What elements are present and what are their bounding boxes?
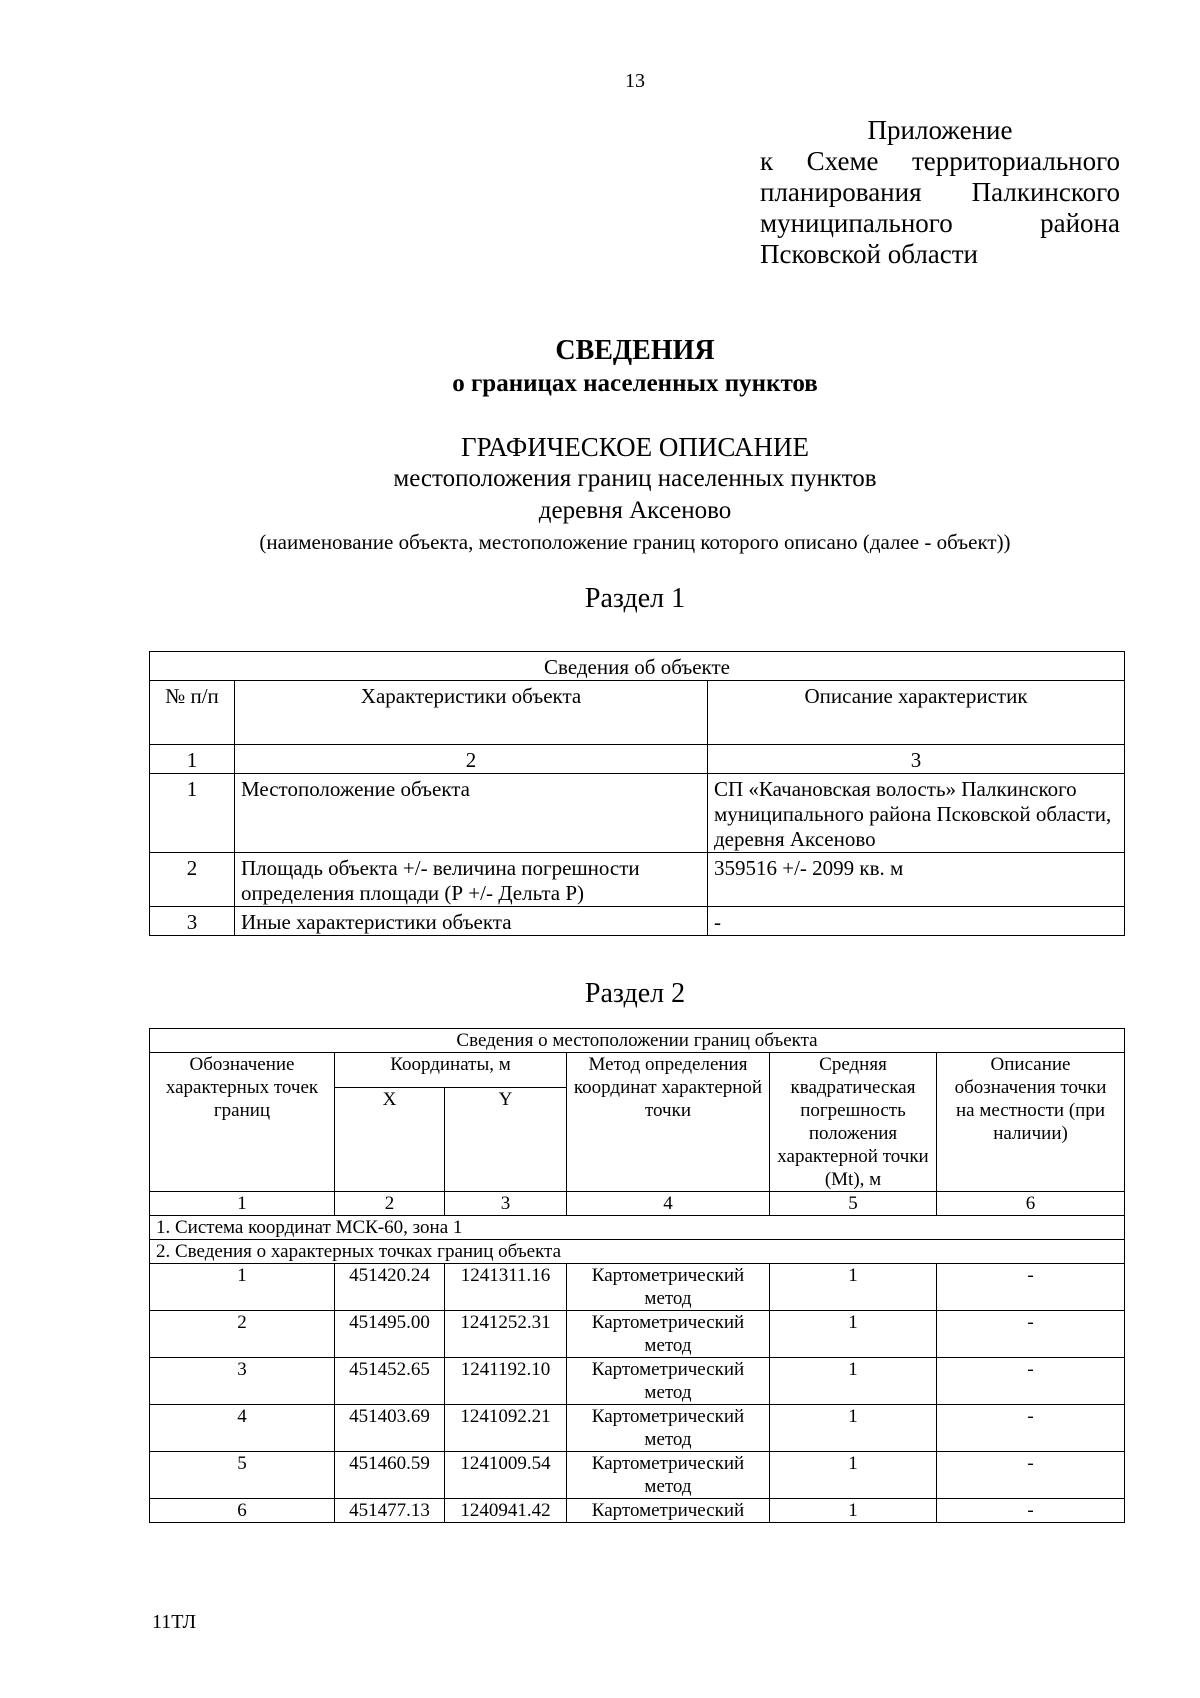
row-number: 3 bbox=[150, 907, 235, 936]
column-number: 3 bbox=[708, 745, 1125, 774]
footer-code: 11ТЛ bbox=[152, 1611, 197, 1633]
row-number: 2 bbox=[150, 853, 235, 907]
appendix-title: Приложение bbox=[867, 115, 1013, 145]
column-header: Описание характеристик bbox=[708, 681, 1125, 745]
method: Картометрический метод bbox=[567, 1358, 770, 1405]
column-header: Координаты, м bbox=[335, 1053, 567, 1088]
characteristic-description: СП «Качановская волость» Палкинского муниципального района Псковской области, деревня Аксеново bbox=[708, 774, 1125, 853]
method: Картометрический метод bbox=[567, 1264, 770, 1311]
error-value: 1 bbox=[770, 1264, 937, 1311]
point-id: 3 bbox=[150, 1358, 335, 1405]
column-header: № п/п bbox=[150, 681, 235, 745]
column-header: Описание обозначения точки на местности (при наличии) bbox=[937, 1053, 1125, 1192]
table-row bbox=[150, 1264, 1125, 1311]
error-value: 1 bbox=[770, 1452, 937, 1499]
coord-x: 451403.69 bbox=[335, 1405, 445, 1452]
method: Картометрический bbox=[567, 1499, 770, 1523]
characteristic: Иные характеристики объекта bbox=[235, 907, 708, 936]
characteristic: Площадь объекта +/- величина погрешности определения площади (Р +/- Дельта Р) bbox=[235, 853, 708, 907]
characteristic-description: - bbox=[708, 907, 1125, 936]
error-value: 1 bbox=[770, 1311, 937, 1358]
column-header: Характеристики объекта bbox=[235, 681, 708, 745]
graphic-description-title: ГРАФИЧЕСКОЕ ОПИСАНИЕ bbox=[460, 432, 810, 462]
column-header: Метод определения координат характерной точки bbox=[567, 1053, 770, 1192]
object-info-table bbox=[149, 651, 1125, 936]
column-header: Средняя квадратическая погрешность положения характерной точки (Mt), м bbox=[770, 1053, 937, 1192]
point-id: 1 bbox=[150, 1264, 335, 1311]
table-row bbox=[150, 1452, 1125, 1499]
method: Картометрический метод bbox=[567, 1405, 770, 1452]
appendix-line: муниципального района bbox=[760, 208, 1120, 238]
table-row bbox=[150, 1358, 1125, 1405]
section2-title: Раздел 2 bbox=[584, 978, 686, 1009]
column-number: 6 bbox=[937, 1192, 1125, 1216]
point-id: 2 bbox=[150, 1311, 335, 1358]
characteristic: Местоположение объекта bbox=[235, 774, 708, 853]
document-subtitle: о границах населенных пунктов bbox=[452, 370, 818, 397]
point-description: - bbox=[937, 1311, 1125, 1358]
column-number: 1 bbox=[150, 745, 235, 774]
point-id: 4 bbox=[150, 1405, 335, 1452]
coord-y: 1241009.54 bbox=[445, 1452, 567, 1499]
column-header-x: X bbox=[335, 1088, 445, 1192]
row-number: 1 bbox=[150, 774, 235, 853]
point-description: - bbox=[937, 1499, 1125, 1523]
column-number: 1 bbox=[150, 1192, 335, 1216]
error-value: 1 bbox=[770, 1358, 937, 1405]
points-header-row: 2. Сведения о характерных точках границ объекта bbox=[150, 1240, 1125, 1264]
point-description: - bbox=[937, 1358, 1125, 1405]
table-row bbox=[150, 1499, 1125, 1523]
table-row bbox=[150, 1311, 1125, 1358]
appendix-line: планирования Палкинского bbox=[760, 177, 1120, 207]
error-value: 1 bbox=[770, 1405, 937, 1452]
point-id: 5 bbox=[150, 1452, 335, 1499]
column-number: 5 bbox=[770, 1192, 937, 1216]
object-name: деревня Аксеново bbox=[538, 497, 732, 524]
method: Картометрический метод bbox=[567, 1311, 770, 1358]
page-number: 13 bbox=[625, 70, 645, 92]
column-number: 2 bbox=[335, 1192, 445, 1216]
column-header: Обозначение характерных точек границ bbox=[150, 1053, 335, 1192]
appendix-line: к Схеме территориального bbox=[760, 146, 1120, 176]
column-number: 4 bbox=[567, 1192, 770, 1216]
coord-x: 451495.00 bbox=[335, 1311, 445, 1358]
coord-y: 1241252.31 bbox=[445, 1311, 567, 1358]
coord-x: 451420.24 bbox=[335, 1264, 445, 1311]
column-header-y: Y bbox=[445, 1088, 567, 1192]
graphic-description-line: местоположения границ населенных пунктов bbox=[393, 465, 877, 492]
table-title: Сведения об объекте bbox=[150, 652, 1125, 681]
boundary-points-table bbox=[149, 1028, 1125, 1523]
method: Картометрический метод bbox=[567, 1452, 770, 1499]
coord-y: 1241311.16 bbox=[445, 1264, 567, 1311]
column-number: 3 bbox=[445, 1192, 567, 1216]
point-id: 6 bbox=[150, 1499, 335, 1523]
characteristic-description: 359516 +/- 2099 кв. м bbox=[708, 853, 1125, 907]
table-title: Сведения о местоположении границ объекта bbox=[150, 1029, 1125, 1053]
point-description: - bbox=[937, 1264, 1125, 1311]
section1-title: Раздел 1 bbox=[584, 583, 686, 614]
appendix-line: Псковской области bbox=[760, 239, 979, 269]
table-row bbox=[150, 1405, 1125, 1452]
point-description: - bbox=[937, 1405, 1125, 1452]
object-name-note: (наименование объекта, местоположение границ которого описано (далее - объект)) bbox=[259, 530, 1011, 554]
coord-y: 1241192.10 bbox=[445, 1358, 567, 1405]
column-number: 2 bbox=[235, 745, 708, 774]
coord-y: 1240941.42 bbox=[445, 1499, 567, 1523]
coord-x: 451452.65 bbox=[335, 1358, 445, 1405]
coord-x: 451477.13 bbox=[335, 1499, 445, 1523]
error-value: 1 bbox=[770, 1499, 937, 1523]
coord-y: 1241092.21 bbox=[445, 1405, 567, 1452]
document-title: СВЕДЕНИЯ bbox=[555, 335, 715, 366]
coordinate-system-row: 1. Система координат МСК-60, зона 1 bbox=[150, 1216, 1125, 1240]
coord-x: 451460.59 bbox=[335, 1452, 445, 1499]
point-description: - bbox=[937, 1452, 1125, 1499]
appendix-block bbox=[760, 115, 1120, 270]
